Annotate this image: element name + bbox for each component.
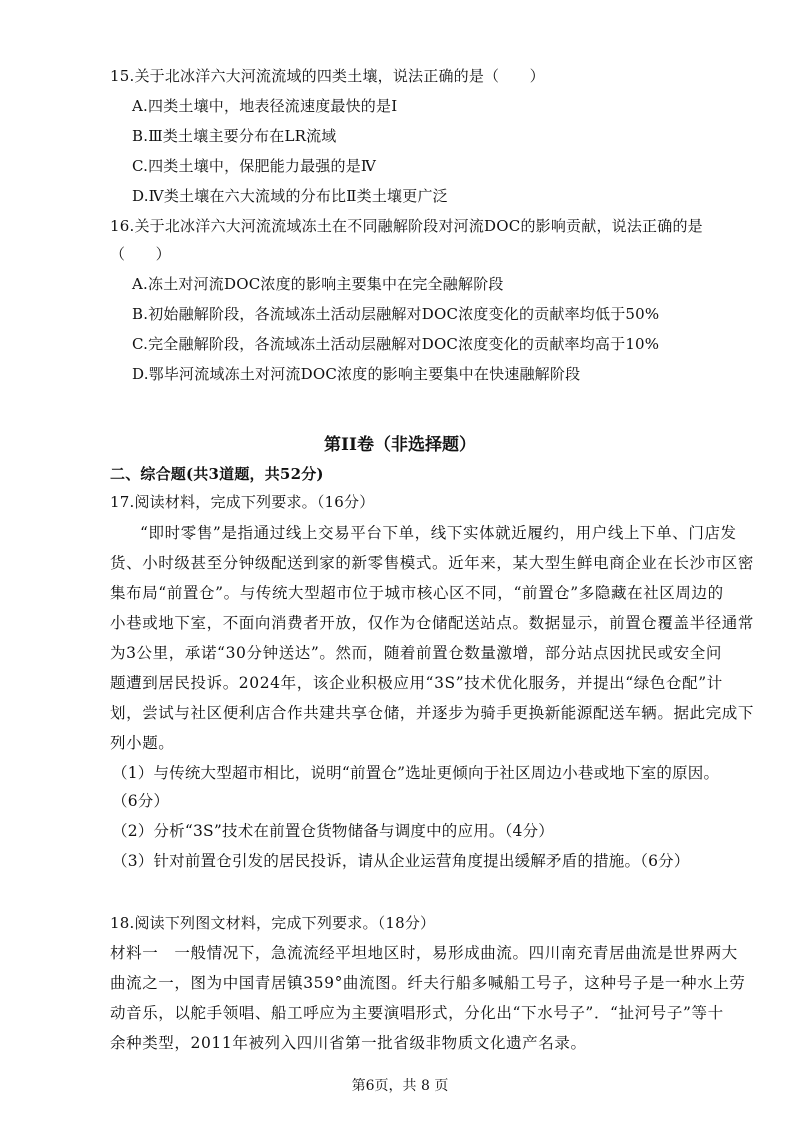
question-17-material-line: 货、小时级甚至分钟级配送到家的新零售模式。近年来，某大型生鲜电商企业在长沙市区密 [110,554,755,572]
question-16-option-c: C.完全融解阶段，各流域冻土活动层融解对DOC浓度变化的贡献率均高于10% [132,335,660,353]
question-15-option-d: D.Ⅳ类土壤在六大流域的分布比Ⅱ类土壤更广泛 [132,187,448,205]
question-17-subquestion-1: （1）与传统大型超市相比，说明“前置仓”选址更倾向于社区周边小巷或地下室的原因。 [112,764,720,782]
question-17-subquestion-1-cont: （6分） [112,792,170,810]
question-17-material-line: 题遭到居民投诉。2024年，该企业积极应用“3S”技术优化服务，并提出“绿色仓配”计 [110,674,723,692]
question-17-material-line: 集布局“前置仓”。与传统大型超市位于城市核心区不同，“前置仓”多隐藏在社区周边的 [110,584,724,602]
question-17-stem: 17.阅读材料，完成下列要求。（16分） [110,493,375,511]
question-16-stem-cont: （ ） [110,245,171,263]
question-17-material-line: 为3公里，承诺“30分钟送达”。然而，随着前置仓数量激增，部分站点因扰民或安全问 [110,644,722,662]
question-18-material-line: 动音乐，以舵手领唱、船工呼应为主要演唱形式，分化出“下水号子”．“扯河号子”等十 [110,1004,724,1022]
question-16-stem: 16.关于北冰洋六大河流流域冻土在不同融解阶段对河流DOC的影响贡献，说法正确的是 [110,217,703,235]
question-17-subquestion-2: （2）分析“3S”技术在前置仓货物储备与调度中的应用。（4分） [112,822,555,840]
question-18-stem: 18.阅读下列图文材料，完成下列要求。（18分） [110,914,436,932]
question-17-material-line: 列小题。 [110,734,175,752]
question-16-option-d: D.鄂毕河流域冻土对河流DOC浓度的影响主要集中在快速融解阶段 [132,365,581,383]
question-15-option-a: A.四类土壤中，地表径流速度最快的是Ⅰ [132,97,398,115]
question-16-option-a: A.冻土对河流DOC浓度的影响主要集中在完全融解阶段 [132,275,504,293]
question-17-material-line: “即时零售”是指通过线上交易平台下单，线下实体就近履约，用户线上下单、门店发 [140,524,737,542]
question-17-material-line: 划，尝试与社区便利店合作共建共享仓储，并逐步为骑手更换新能源配送车辆。据此完成下 [110,704,755,722]
question-15-option-b: B.Ⅲ类土壤主要分布在LR流域 [132,127,337,145]
part-2-title: 第II卷（非选择题） [324,435,476,455]
question-18-material-line: 曲流之一，图为中国青居镇359°曲流图。纤夫行船多喊船工号子，这种号子是一种水上劳 [110,974,746,992]
question-17-subquestion-3: （3）针对前置仓引发的居民投诉，请从企业运营角度提出缓解矛盾的措施。（6分） [112,852,690,870]
question-16-option-b: B.初始融解阶段，各流域冻土活动层融解对DOC浓度变化的贡献率均低于50% [132,305,660,323]
section-heading: 二、综合题(共3道题，共52分) [110,465,324,483]
question-18-material-line: 余种类型，2011年被列入四川省第一批省级非物质文化遗产名录。 [110,1034,587,1052]
question-17-material-line: 小巷或地下室，不面向消费者开放，仅作为仓储配送站点。数据显示，前置仓覆盖半径通常 [110,614,755,632]
question-15-stem: 15.关于北冰洋六大河流流域的四类土壤，说法正确的是（ ） [110,67,545,85]
page-footer: 第6页，共 8 页 [351,1078,449,1094]
question-15-option-c: C.四类土壤中，保肥能力最强的是Ⅳ [132,157,377,175]
question-18-material-line: 材料一 一般情况下，急流流经平坦地区时，易形成曲流。四川南充青居曲流是世界两大 [110,944,738,962]
